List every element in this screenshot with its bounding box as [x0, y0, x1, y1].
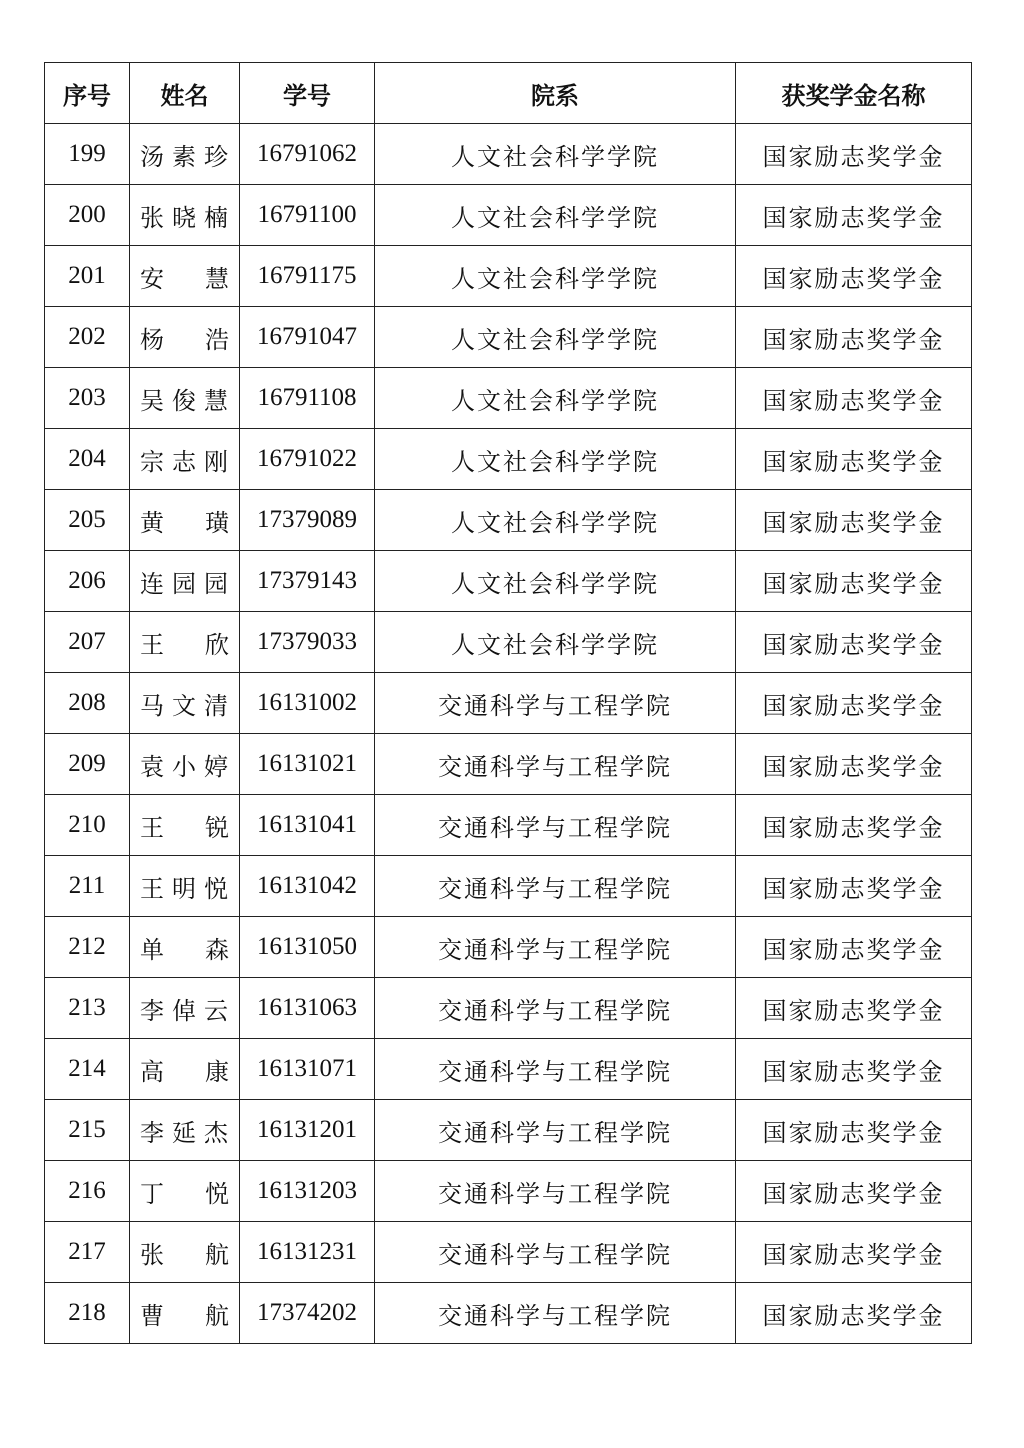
row-student-id-cell: 17379143	[240, 551, 375, 612]
row-award-cell: 国家励志奖学金	[736, 734, 972, 795]
row-student-id-cell: 17379033	[240, 612, 375, 673]
row-award-cell: 国家励志奖学金	[736, 917, 972, 978]
scholarship-list-sheet	[44, 62, 971, 1344]
student-name: 曹航	[140, 1301, 229, 1330]
student-name: 高康	[140, 1057, 229, 1086]
table-row	[45, 246, 972, 307]
row-department-cell: 交通科学与工程学院	[375, 1222, 736, 1283]
row-no-cell: 215	[45, 1100, 130, 1161]
row-student-id-cell: 16131050	[240, 917, 375, 978]
row-award-cell: 国家励志奖学金	[736, 307, 972, 368]
table-row	[45, 734, 972, 795]
row-student-id-cell: 16131002	[240, 673, 375, 734]
header-no: 序号	[45, 63, 130, 124]
row-department-cell: 交通科学与工程学院	[375, 1039, 736, 1100]
row-award-cell: 国家励志奖学金	[736, 673, 972, 734]
row-no-cell: 210	[45, 795, 130, 856]
table-row	[45, 307, 972, 368]
row-student-id-cell: 16131203	[240, 1161, 375, 1222]
row-award-cell: 国家励志奖学金	[736, 551, 972, 612]
student-name: 吴俊慧	[140, 386, 229, 415]
row-award-cell: 国家励志奖学金	[736, 246, 972, 307]
row-no-cell: 208	[45, 673, 130, 734]
row-department-cell: 交通科学与工程学院	[375, 917, 736, 978]
row-award-cell: 国家励志奖学金	[736, 429, 972, 490]
student-name: 连园园	[140, 569, 229, 598]
row-name-cell	[130, 551, 240, 612]
scholarship-table	[44, 62, 972, 1344]
student-name: 黄璜	[140, 508, 229, 537]
student-name: 王明悦	[140, 874, 229, 903]
row-no-cell: 217	[45, 1222, 130, 1283]
row-name-cell	[130, 1222, 240, 1283]
student-name: 安慧	[140, 264, 229, 293]
student-name: 袁小婷	[140, 752, 229, 781]
row-name-cell	[130, 124, 240, 185]
row-name-cell	[130, 734, 240, 795]
row-student-id-cell: 17379089	[240, 490, 375, 551]
row-award-cell: 国家励志奖学金	[736, 1222, 972, 1283]
table-header-row	[45, 63, 972, 124]
row-no-cell: 212	[45, 917, 130, 978]
row-no-cell: 218	[45, 1283, 130, 1344]
row-department-cell: 交通科学与工程学院	[375, 1161, 736, 1222]
row-name-cell	[130, 673, 240, 734]
row-name-cell	[130, 1161, 240, 1222]
row-name-cell	[130, 429, 240, 490]
row-award-cell: 国家励志奖学金	[736, 185, 972, 246]
row-award-cell: 国家励志奖学金	[736, 612, 972, 673]
row-no-cell: 204	[45, 429, 130, 490]
table-row	[45, 1222, 972, 1283]
table-row	[45, 856, 972, 917]
row-department-cell: 人文社会科学学院	[375, 429, 736, 490]
table-row	[45, 1039, 972, 1100]
table-row	[45, 185, 972, 246]
row-student-id-cell: 16131071	[240, 1039, 375, 1100]
row-award-cell: 国家励志奖学金	[736, 124, 972, 185]
table-row	[45, 673, 972, 734]
row-student-id-cell: 16131063	[240, 978, 375, 1039]
row-no-cell: 202	[45, 307, 130, 368]
student-name: 单森	[140, 935, 229, 964]
row-name-cell	[130, 307, 240, 368]
table-body	[45, 124, 972, 1344]
student-name: 李延杰	[140, 1118, 229, 1147]
row-student-id-cell: 16131042	[240, 856, 375, 917]
row-award-cell: 国家励志奖学金	[736, 856, 972, 917]
row-department-cell: 人文社会科学学院	[375, 246, 736, 307]
table-row	[45, 1161, 972, 1222]
row-student-id-cell: 16131021	[240, 734, 375, 795]
row-award-cell: 国家励志奖学金	[736, 1283, 972, 1344]
row-name-cell	[130, 917, 240, 978]
table-row	[45, 1100, 972, 1161]
row-student-id-cell: 16791047	[240, 307, 375, 368]
student-name: 马文清	[140, 691, 229, 720]
row-no-cell: 201	[45, 246, 130, 307]
row-department-cell: 人文社会科学学院	[375, 551, 736, 612]
row-award-cell: 国家励志奖学金	[736, 368, 972, 429]
row-department-cell: 人文社会科学学院	[375, 307, 736, 368]
student-name: 张晓楠	[140, 203, 229, 232]
row-no-cell: 200	[45, 185, 130, 246]
student-name: 杨浩	[140, 325, 229, 354]
row-student-id-cell: 16791108	[240, 368, 375, 429]
student-name: 张航	[140, 1240, 229, 1269]
table-row	[45, 124, 972, 185]
row-award-cell: 国家励志奖学金	[736, 978, 972, 1039]
row-name-cell	[130, 368, 240, 429]
row-name-cell	[130, 978, 240, 1039]
row-name-cell	[130, 490, 240, 551]
row-no-cell: 216	[45, 1161, 130, 1222]
row-name-cell	[130, 185, 240, 246]
row-department-cell: 人文社会科学学院	[375, 124, 736, 185]
row-student-id-cell: 16131231	[240, 1222, 375, 1283]
student-name: 丁悦	[140, 1179, 229, 1208]
student-name: 汤素珍	[140, 142, 229, 171]
row-no-cell: 207	[45, 612, 130, 673]
row-student-id-cell: 16131201	[240, 1100, 375, 1161]
row-department-cell: 交通科学与工程学院	[375, 856, 736, 917]
row-department-cell: 人文社会科学学院	[375, 185, 736, 246]
row-department-cell: 交通科学与工程学院	[375, 1100, 736, 1161]
row-no-cell: 203	[45, 368, 130, 429]
row-name-cell	[130, 856, 240, 917]
row-award-cell: 国家励志奖学金	[736, 490, 972, 551]
row-no-cell: 211	[45, 856, 130, 917]
row-name-cell	[130, 1283, 240, 1344]
table-row	[45, 551, 972, 612]
row-no-cell: 199	[45, 124, 130, 185]
row-no-cell: 209	[45, 734, 130, 795]
row-award-cell: 国家励志奖学金	[736, 1161, 972, 1222]
row-department-cell: 人文社会科学学院	[375, 490, 736, 551]
row-name-cell	[130, 1039, 240, 1100]
row-award-cell: 国家励志奖学金	[736, 795, 972, 856]
table-row	[45, 368, 972, 429]
row-student-id-cell: 16791062	[240, 124, 375, 185]
header-department: 院系	[375, 63, 736, 124]
row-no-cell: 213	[45, 978, 130, 1039]
table-row	[45, 612, 972, 673]
table-row	[45, 490, 972, 551]
student-name: 李倬云	[140, 996, 229, 1025]
table-row	[45, 1283, 972, 1344]
row-department-cell: 交通科学与工程学院	[375, 795, 736, 856]
header-name: 姓名	[130, 63, 240, 124]
row-no-cell: 205	[45, 490, 130, 551]
row-student-id-cell: 16791100	[240, 185, 375, 246]
row-name-cell	[130, 246, 240, 307]
table-row	[45, 917, 972, 978]
row-student-id-cell: 16791175	[240, 246, 375, 307]
table-row	[45, 795, 972, 856]
row-name-cell	[130, 795, 240, 856]
row-award-cell: 国家励志奖学金	[736, 1100, 972, 1161]
student-name: 王锐	[140, 813, 229, 842]
row-department-cell: 交通科学与工程学院	[375, 673, 736, 734]
row-department-cell: 交通科学与工程学院	[375, 734, 736, 795]
row-name-cell	[130, 1100, 240, 1161]
table-row	[45, 978, 972, 1039]
row-department-cell: 人文社会科学学院	[375, 368, 736, 429]
row-department-cell: 人文社会科学学院	[375, 612, 736, 673]
row-department-cell: 交通科学与工程学院	[375, 1283, 736, 1344]
student-name: 宗志刚	[140, 447, 229, 476]
row-name-cell	[130, 612, 240, 673]
student-name: 王欣	[140, 630, 229, 659]
row-award-cell: 国家励志奖学金	[736, 1039, 972, 1100]
table-row	[45, 429, 972, 490]
row-no-cell: 206	[45, 551, 130, 612]
header-award: 获奖学金名称	[736, 63, 972, 124]
row-no-cell: 214	[45, 1039, 130, 1100]
header-student-id: 学号	[240, 63, 375, 124]
row-student-id-cell: 16791022	[240, 429, 375, 490]
row-student-id-cell: 17374202	[240, 1283, 375, 1344]
row-department-cell: 交通科学与工程学院	[375, 978, 736, 1039]
row-student-id-cell: 16131041	[240, 795, 375, 856]
